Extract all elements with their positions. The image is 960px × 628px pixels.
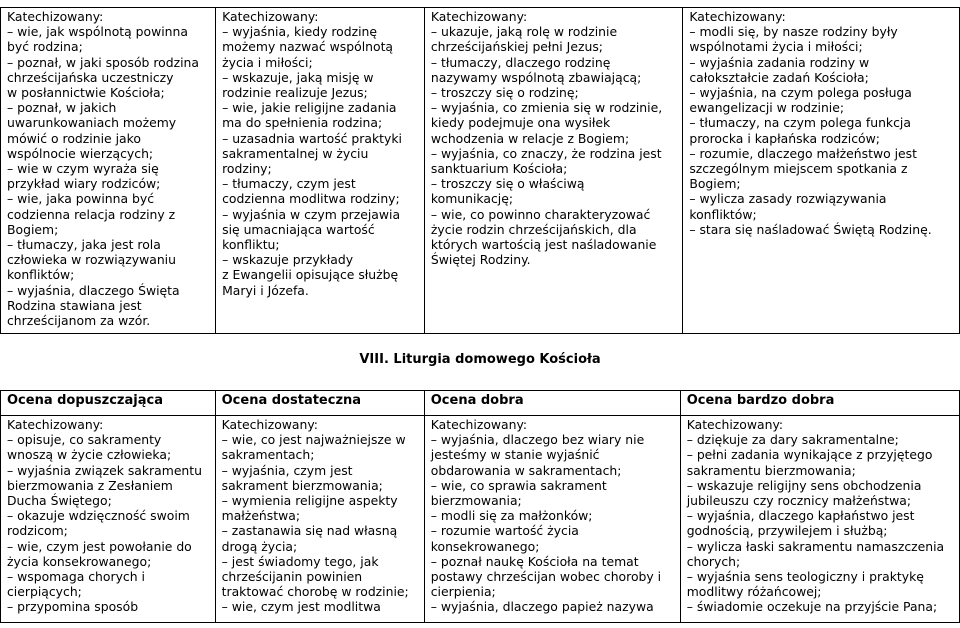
text-line: wnoszą w życie człowieka; [7, 447, 172, 463]
text-line: – dziękuje za dary sakramentalne; [686, 432, 899, 448]
text-line: – poznał, w jaki sposób rodzina [7, 54, 199, 70]
text-line: konsekrowanego; [430, 538, 540, 554]
text-line: – wie, jaka powinna być [7, 191, 155, 207]
text-line: – pełni zadania wynikające z przyjętego [686, 447, 933, 463]
header-dopuszczajaca: Ocena dopuszczająca [1, 391, 216, 416]
header-bardzo-dobra: Ocena bardzo dobra [680, 391, 959, 416]
text-line: codzienna relacja rodziny z [7, 206, 176, 222]
text-line: chrześcijańskiej pełni Jezus; [430, 39, 603, 55]
text-line: – wyjaśnia, na czym polega posługa [689, 85, 912, 101]
text-line: – modli się za małżonków; [430, 508, 593, 524]
header-dostateczna: Ocena dostateczna [215, 391, 424, 416]
text-line: – wyjaśnia związek sakramentu [7, 462, 203, 478]
text-line: – wyjaśnia zadania rodziny w [689, 54, 870, 70]
text-line: Katechizowany: [222, 9, 319, 24]
top-cell-1 [1, 8, 216, 334]
text-line: – modli się, by nasze rodziny były [689, 24, 898, 40]
text-line: Maryi i Józefa. [222, 282, 309, 298]
text-line: – troszczy się o właściwą [430, 176, 585, 192]
text-line: chrześcijanom za wzór. [7, 313, 151, 329]
text-line: chrześcijańska uczestniczy [7, 69, 174, 85]
text-line: codzienna modlitwa rodziny; [222, 191, 400, 207]
text-line: być rodzina; [7, 39, 83, 55]
text-line: – rozumie wartość życia [430, 523, 579, 539]
text-line: – tłumaczy, dlaczego rodzinę [430, 54, 611, 70]
text-line: – wskazuje religijny sens obchodzenia [686, 477, 922, 493]
text-line: Rodzina stawiana jest [7, 297, 142, 313]
text-line: Bogiem; [689, 176, 741, 192]
header-row [1, 391, 960, 416]
text-line: – zastanawia się nad własną [221, 523, 398, 539]
text-line: – tłumaczy, jaka jest rola [7, 237, 161, 253]
text-line: modlitwy różańcowej; [686, 584, 822, 600]
text-line: – wie, co sprawia sakrament [430, 477, 607, 493]
text-line: – wskazuje przykłady [222, 252, 354, 268]
text-line: – poznał, w jakich [7, 100, 117, 116]
text-line: cierpienia; [430, 584, 496, 600]
text-line: – wyjaśnia, czym jest [221, 462, 353, 478]
text-line: Katechizowany: [430, 417, 528, 432]
text-line: – wyjaśnia, co znaczy, że rodzina jest [430, 145, 662, 161]
text-line: – okazuje wdzięczność swoim [7, 508, 190, 524]
text-line: konfliktu; [222, 237, 280, 253]
text-line: sakramentu bierzmowania; [686, 462, 856, 478]
text-line: konfliktów; [689, 206, 757, 222]
text-line: Katechizowany: [7, 417, 104, 432]
text-line: – uzasadnia wartość praktyki [222, 130, 402, 146]
text-line: – wylicza zasady rozwiązywania [689, 191, 887, 207]
text-line: bierzmowania z Zesłaniem [7, 477, 173, 493]
text-line: wspólnocie wierzących; [7, 145, 154, 161]
text-line: jesteśmy w stanie wyjaśnić [430, 447, 600, 463]
text-line: kiedy podejmuje ona wysiłek [430, 115, 611, 131]
text-line: życia i miłości; [222, 54, 313, 70]
text-line: życia konsekrowanego; [7, 553, 152, 569]
top-cell-3 [424, 8, 682, 334]
text-line: sakramentalnej w życiu [222, 145, 369, 161]
text-line: uwarunkowaniach możemy [7, 115, 177, 131]
text-line: rodzicom; [7, 523, 68, 539]
text-line: Katechizowany: [689, 9, 786, 24]
text-line: – wyjaśnia, dlaczego papież nazywa [430, 599, 654, 615]
grade-cell-2 [215, 416, 424, 623]
text-line: – wyjaśnia, co zmienia się w rodzinie, [430, 100, 663, 116]
text-line: – przypomina sposób [7, 599, 139, 615]
text-line: całokształcie zadań Kościoła; [689, 69, 869, 85]
text-line: przykład wiary rodziców; [7, 176, 161, 192]
text-line: Świętej Rodziny. [430, 252, 531, 268]
text-line: w posłannictwie Kościoła; [7, 85, 165, 101]
text-line: wspólnotami życia i miłości; [689, 39, 863, 55]
top-requirements-table [0, 7, 960, 334]
grade-cell-3 [424, 416, 680, 623]
text-line: Katechizowany: [686, 417, 784, 432]
text-line: – troszczy się o rodzinę; [430, 85, 579, 101]
text-line: – rozumie, dlaczego małżeństwo jest [689, 145, 917, 161]
text-line: nazywamy wspólnotą zbawiającą; [430, 69, 642, 85]
text-line: – tłumaczy, na czym polega funkcja [689, 115, 911, 131]
text-line: Bogiem; [7, 221, 59, 237]
text-line: – wyjaśnia, dlaczego kapłaństwo jest [686, 508, 915, 524]
text-line: – wie w czym wyraża się [7, 161, 159, 177]
text-line: cierpiących; [7, 584, 82, 600]
text-line: – wyjaśnia, dlaczego bez wiary nie [430, 432, 645, 448]
text-line: – tłumaczy, czym jest [222, 176, 356, 192]
text-line: człowieka w rozwiązywaniu [7, 252, 176, 268]
text-line: życie rodzin chrześcijańskich, dla [430, 221, 637, 237]
text-line: – wie, jak wspólnotą powinna [7, 24, 188, 40]
text-line: – jest świadomy tego, jak [221, 553, 379, 569]
text-line: sakramentach; [221, 447, 315, 463]
text-line: prorocka i kapłańska rodziców; [689, 130, 880, 146]
text-line: Katechizowany: [221, 417, 318, 432]
text-line: sanktuarium Kościoła; [430, 161, 568, 177]
text-line: komunikację; [430, 191, 514, 207]
text-line: – wie, czym jest powołanie do [7, 538, 192, 554]
text-line: możemy nazwać wspólnotą [222, 39, 394, 55]
text-line: – wymienia religijne aspekty [221, 493, 398, 509]
text-line: – poznał naukę Kościoła na temat [430, 553, 639, 569]
text-line: bierzmowania; [430, 493, 522, 509]
text-line: obdarowania w sakramentach; [430, 462, 622, 478]
text-line: ma do spełnienia rodzina; [222, 115, 383, 131]
text-line: których wartością jest naśladowanie [430, 237, 657, 253]
text-line: rodzinie realizuje Jezus; [222, 85, 368, 101]
text-line: – ukazuje, jaką rolę w rodzinie [430, 24, 618, 40]
top-cell-2 [216, 8, 425, 334]
table-row [1, 8, 960, 334]
header-dobra: Ocena dobra [424, 391, 680, 416]
text-line: – wie, czym jest modlitwa [221, 599, 381, 615]
table-row [1, 416, 960, 623]
text-line: – wyjaśnia, kiedy rodzinę [222, 24, 378, 40]
text-line: małżeństwa; [221, 508, 301, 524]
text-line: ewangelizacji w rodzinie; [689, 100, 845, 116]
text-line: sakrament bierzmowania; [221, 477, 383, 493]
text-line: – wyjaśnia, dlaczego Święta [7, 282, 180, 298]
text-line: – wspomaga chorych i [7, 569, 145, 585]
top-cell-4 [683, 8, 960, 334]
text-line: – wylicza łaski sakramentu namaszczenia [686, 538, 945, 554]
text-line: – wyjaśnia w czym przejawia [222, 206, 401, 222]
text-line: rodziny; [222, 161, 272, 177]
text-line: – wskazuje, jaką misję w [222, 69, 374, 85]
text-line: – wie, jakie religijne zadania [222, 100, 397, 116]
text-line: – wie, co jest najważniejsze w [221, 432, 406, 448]
text-line: jubileuszu czy rocznicy małżeństwa; [686, 493, 912, 509]
text-line: z Ewangelii opisujące służbę [222, 267, 399, 283]
text-line: – stara się naśladować Świętą Rodzinę. [689, 221, 932, 237]
text-line: chorych; [686, 553, 741, 569]
text-line: traktować chorobę w rodzinie; [221, 584, 409, 600]
text-line: chrześcijanin powinien [221, 569, 363, 585]
grade-cell-4 [680, 416, 959, 623]
text-line: konfliktów; [7, 267, 75, 283]
text-line: wchodzenia w relacje z Bogiem; [430, 130, 630, 146]
text-line: się umacniająca wartość [222, 221, 375, 237]
text-line: – wie, co powinno charakteryzować [430, 206, 651, 222]
section-title: VIII. Liturgia domowego Kościoła [359, 352, 601, 367]
text-line: drogą życia; [221, 538, 298, 554]
text-line: Katechizowany: [7, 9, 104, 24]
grade-cell-1 [1, 416, 216, 623]
grades-table [0, 390, 960, 623]
text-line: godnością, przywilejem i służbą; [686, 523, 888, 539]
text-line: szczególnym miejscem spotkania z [689, 161, 908, 177]
text-line: – świadomie oczekuje na przyjście Pana; [686, 599, 938, 615]
text-line: Ducha Świętego; [7, 493, 112, 509]
text-line: mówić o rodzinie jako [7, 130, 141, 146]
text-line: Katechizowany: [430, 9, 528, 24]
text-line: – wyjaśnia sens teologiczny i praktykę [686, 569, 924, 585]
text-line: – opisuje, co sakramenty [7, 432, 162, 448]
text-line: postawy chrześcijan wobec choroby i [430, 569, 662, 585]
